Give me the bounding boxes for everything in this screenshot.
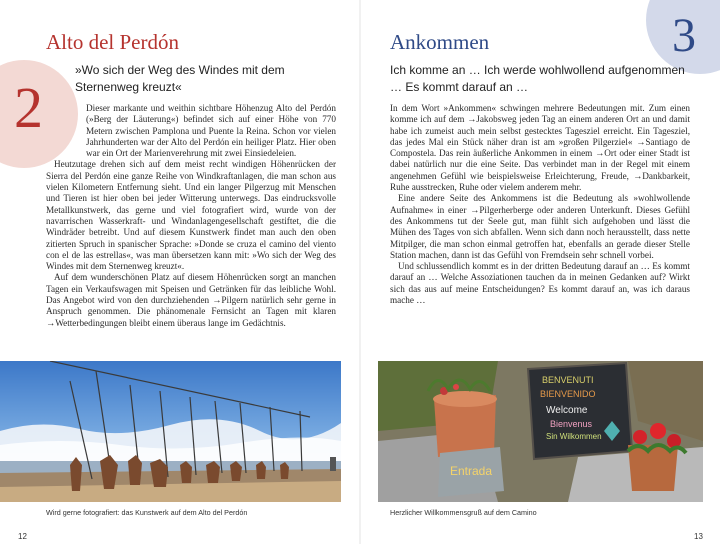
photo-alto-del-perdon xyxy=(0,361,341,502)
sign-text-line: BENVENUTI xyxy=(542,375,594,385)
right-page xyxy=(360,0,720,544)
chapter-subtitle-right: Ich komme an … Ich werde wohlwollend aufgenommen … Es kommt darauf an … xyxy=(390,63,685,94)
chapter-title-left: Alto del Perdón xyxy=(46,30,179,54)
stone-text: Entrada xyxy=(450,464,493,478)
paragraph: Eine andere Seite des Ankommens ist die Bedeutung als »wohlwollende Aufnahme« in einer →Pilgerherberge oder anderen Unterkunft. Dieses Gefühl des Ankommens tut der Seele gut, man fühlt sich aufgehoben und lässt die Mühen des Tages von sich abfallen. Wenn sich dann noch herausstellt, dass nette Mitpilger, die man schon einmal getroffen hat, ebenfalls an gerade dieser Stelle Station machen, dann ist das Gefühl von Fremdsein sehr schnell vorbei. xyxy=(390,193,690,260)
paragraph: Dieser markante und weithin sichtbare Höhenzug Alto del Perdón (»Berg der Läuterung«) befindet sich auf einer Höhe von 770 Metern zwischen Pamplona und Puente la Reina. Schon vor vielen Jahrhunderten war der Alto del Perdón ein heiliger Platz. Hier oben war ein Ort der Marienverehrung mit zwei Einsiedeleien. xyxy=(86,103,336,159)
page-number-right: 13 xyxy=(694,532,703,541)
sign-text-line: Bienvenus xyxy=(550,419,593,429)
paragraph: In dem Wort »Ankommen« schwingen mehrere Bedeutungen mit. Zum einen komme ich auf dem →Jakobsweg jeden Tag an einem anderen Ort an und damit habe ich zumeist auch mein selbst gestecktes Tagesziel erreicht. Ein Tagesziel, das jedes Mal ein Stück näher dran ist am »großen Pilgerziel« →Santiago de Compostela. Das rein äußerliche Ankommen in einem →Ort oder einer Stadt ist dabei natürlich nur die eine Seite. Das verbindet man in der Regel mit einem angenehmen Gefühl wie beispielsweise Erleichterung, Freude, →Dankbarkeit, Ruhe ausstrecken, Ruhe oder vielem anderem mehr. xyxy=(390,103,690,193)
chapter-subtitle-left: »Wo sich der Weg des Windes mit dem Sternenweg kreuzt« xyxy=(75,63,285,94)
page-number-left: 12 xyxy=(18,532,27,541)
sign-text-line: Sin Wilkommen xyxy=(546,432,602,441)
photo-caption-right: Herzlicher Willkommensgruß auf dem Camino xyxy=(390,508,537,517)
photo-welcome-sign xyxy=(378,361,703,502)
sign-text-line: Welcome xyxy=(546,405,588,416)
chapter-number-right: 3 xyxy=(672,9,696,62)
paragraph: Heutzutage drehen sich auf dem meist recht windigen Höhenrücken der Sierra del Perdón eine ganze Reihe von Windkraftanlagen, die man schon aus vielen Kilometern Entfernung sieht. Und ein langer Pilgerzug mit Menschen und Tieren ist hier oben bei jeder Witterung unterwegs. Das eindrucksvolle Metallkunstwerk, das gerne und viel fotografiert wird, wurde von der navarrischen Wasserkraft- und Windanlagengesellschaft gestiftet, die die Windräder betreibt. Und auf diesem Kunstwerk findet man auch den oben zitierten Spruch in spanischer Sprache: »Donde se cruza el camino del viento con el de las estrellas«, was man übersetzen kann mit: »Wo sich der Weg des Windes mit dem Sternenweg kreuzt«. xyxy=(46,159,336,272)
sign-text-line: BIENVENIDO xyxy=(540,389,596,399)
body-text-right xyxy=(390,103,690,306)
chapter-title-right: Ankommen xyxy=(390,30,490,54)
chapter-number-left: 2 xyxy=(14,75,43,140)
paragraph: Und schlussendlich kommt es in der dritten Bedeutung darauf an … Es kommt darauf an … Welche Assoziationen tauchen da in meinen Gedanken auf? Wirkt sich das aus auf meine Entscheidungen? Es kommt darauf an, was ich daraus mache … xyxy=(390,261,690,306)
body-text-left xyxy=(46,103,336,329)
photo-caption-left: Wird gerne fotografiert: das Kunstwerk auf dem Alto del Perdón xyxy=(46,508,248,517)
paragraph: Auf dem wunderschönen Platz auf diesem Höhenrücken sorgt an manchen Tagen ein Verkaufswagen mit Speisen und Getränken für das leibliche Wohl. Das Angebot wird von den durchziehenden →Pilgern natürlich sehr gerne in Anspruch genommen. Die phänomenale Fernsicht an Tagen mit klaren →Wetterbedingungen bleibt einem überaus lange im Gedächtnis. xyxy=(46,272,336,328)
